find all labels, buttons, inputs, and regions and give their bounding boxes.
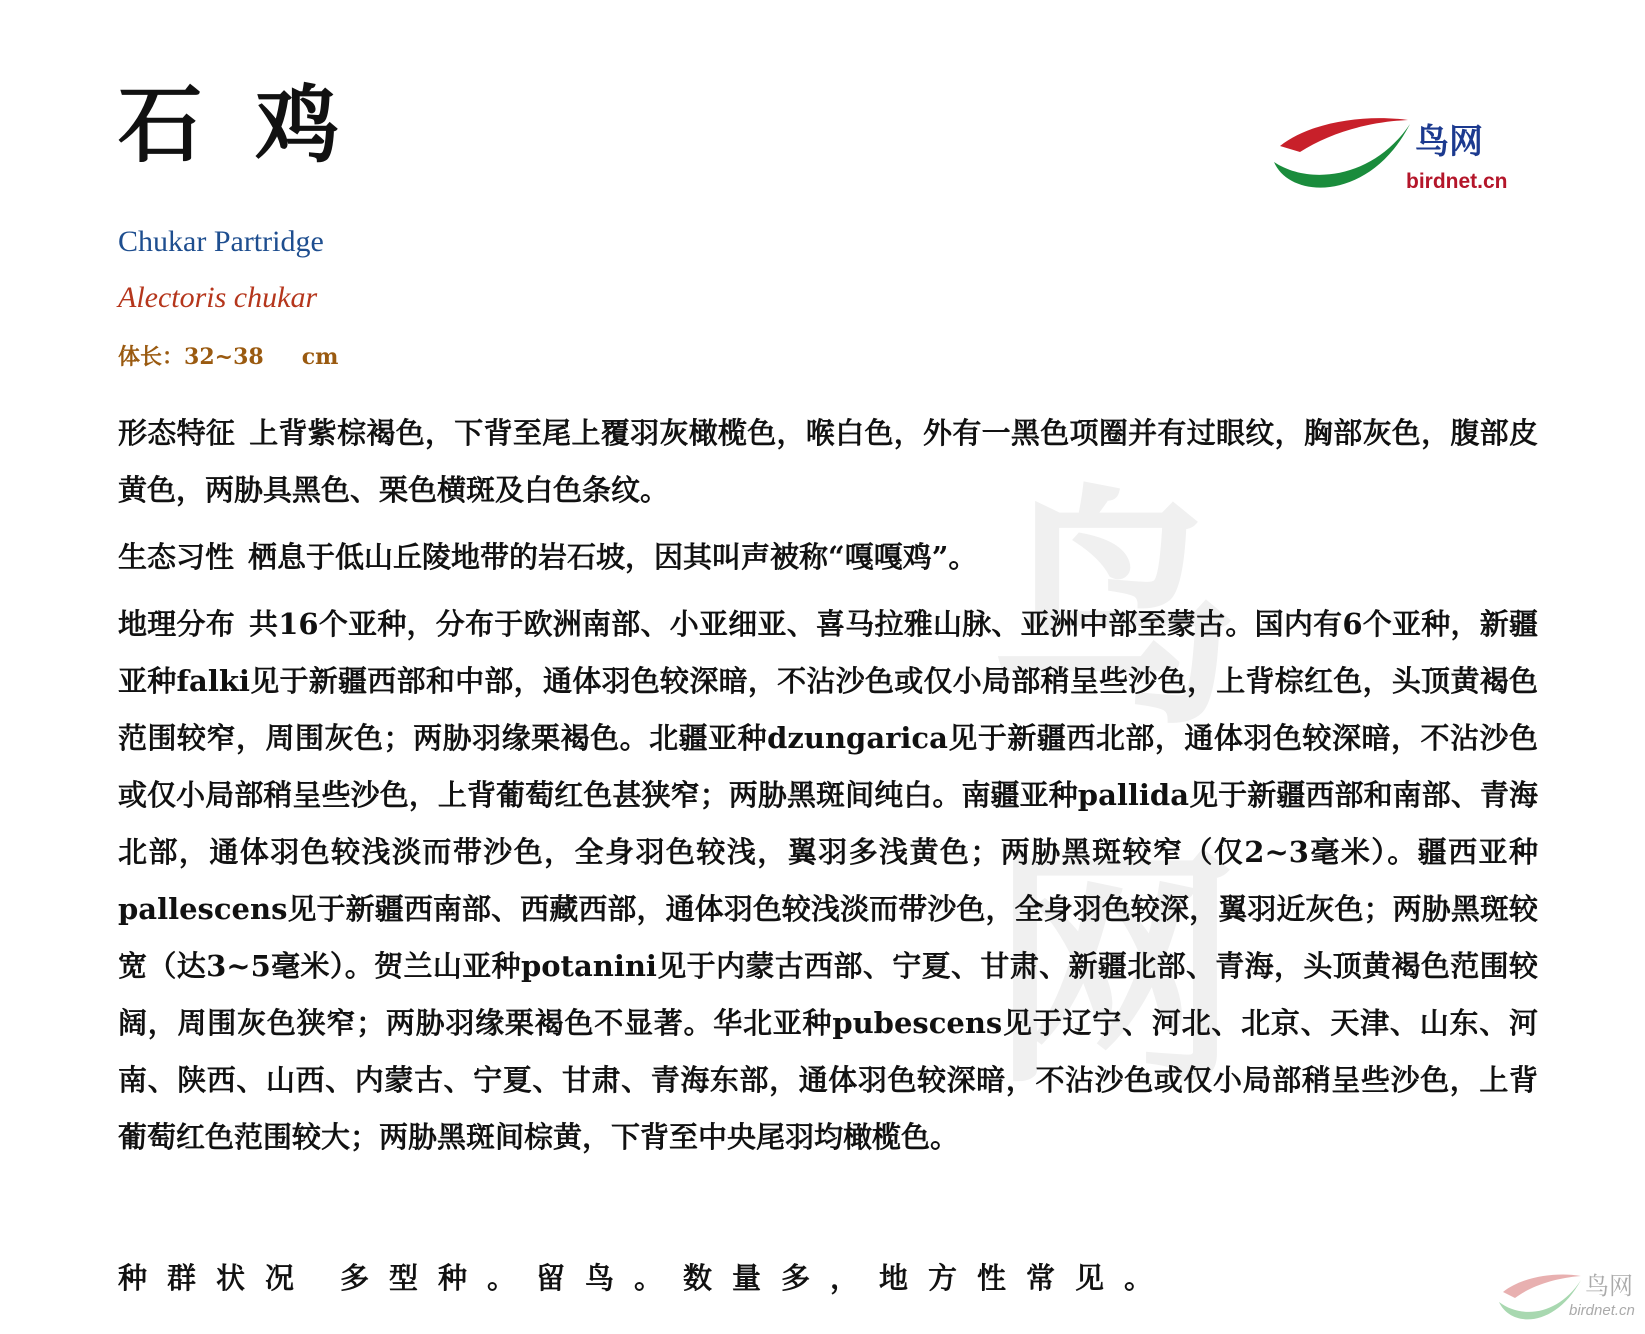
status-heading: 种群状况 xyxy=(118,1261,315,1295)
swoosh-logo-icon xyxy=(1270,112,1420,204)
section-heading: 地理分布 xyxy=(118,607,235,641)
section-heading: 生态习性 xyxy=(118,540,235,574)
watermark-text: 鸟网 xyxy=(990,463,1250,1117)
latin-name: Alectoris chukar xyxy=(118,281,318,314)
body-length-value: 32~38 xyxy=(184,344,264,370)
corner-logo-chinese-text: 鸟网 xyxy=(1585,1272,1633,1300)
section-heading: 形态特征 xyxy=(118,416,236,450)
section-text: 栖息于低山丘陵地带的岩石坡，因其叫声被称“嘎嘎鸡”。 xyxy=(248,540,978,574)
page-title: 石 鸡 xyxy=(118,75,352,174)
body-length-unit: cm xyxy=(301,344,339,370)
body-length xyxy=(118,342,338,372)
description-content xyxy=(118,405,1538,1176)
morphology-paragraph xyxy=(118,405,1538,519)
corner-logo-url-text: birdnet.cn xyxy=(1569,1302,1635,1319)
habits-paragraph xyxy=(118,529,1538,586)
section-text: 共16个亚种，分布于欧洲南部、小亚细亚、喜马拉雅山脉、亚洲中部至蒙古。国内有6个亚种，新疆亚种falki见于新疆西部和中部，通体羽色较深暗，不沾沙色或仅小局部稍呈些沙色，上背棕红色，头顶黄褐色范围较窄，周围灰色；两胁羽缘栗褐色。北疆亚种dzungarica见于新疆西北部，通体羽色较深暗，不沾沙色或仅小局部稍呈些沙色，上背葡萄红色甚狭窄；两胁黑斑间纯白。南疆亚种pallida见于新疆西部和南部、青海北部，通体羽色较浅淡而带沙色，全身羽色较浅，翼羽多浅黄色；两胁黑斑较窄（仅2~3毫米）。疆西亚种pallescens见于新疆西南部、西藏西部，通体羽色较浅淡而带沙色，全身羽色较深，翼羽近灰色；两胁黑斑较宽（达3~5毫米）。贺兰山亚种potanini见于内蒙古西部、宁夏、甘肃、新疆北部、青海，头顶黄褐色范围较阔，周围灰色狭窄；两胁羽缘栗褐色不显著。华北亚种pubescens见于辽宁、河北、北京、天津、山东、河南、陕西、山西、内蒙古、宁夏、甘肃、青海东部，通体羽色较深暗，不沾沙色或仅小局部稍呈些沙色，上背葡萄红色范围较大；两胁黑斑间棕黄，下背至中央尾羽均橄榄色。 xyxy=(118,607,1538,1154)
logo-chinese-text: 鸟网 xyxy=(1415,122,1483,162)
english-name: Chukar Partridge xyxy=(118,225,324,258)
population-status xyxy=(118,1258,1173,1298)
distribution-paragraph xyxy=(118,596,1538,1166)
body-length-label: 体长： xyxy=(118,344,185,370)
birdnet-logo[interactable] xyxy=(1270,112,1520,204)
corner-watermark-logo xyxy=(1495,1268,1645,1334)
section-text: 上背紫棕褐色，下背至尾上覆羽灰橄榄色，喉白色，外有一黑色项圈并有过眼纹，胸部灰色，腹部皮黄色，两胁具黑色、栗色横斑及白色条纹。 xyxy=(118,416,1538,507)
status-text: 多型种。留鸟。数量多，地方性常见。 xyxy=(340,1261,1174,1295)
logo-url-text: birdnet.cn xyxy=(1406,170,1508,193)
